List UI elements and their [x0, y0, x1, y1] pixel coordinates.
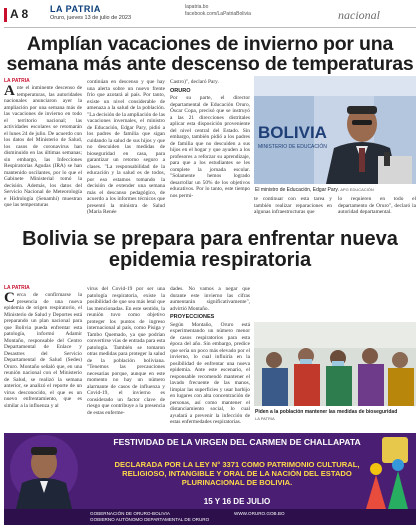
article1-col3b-text: Por su parte, el director departamental de Educación Oruro, Óscar Copa, precisó que se instruyó a las 21 direcciones distritales aplicar esta disposición proveniente del nivel central del Estado. Sin embargo, también pidió a los padres de familia que no descuiden a sus hijos en el hogar y que ayuden a los profesores a reforzar su aprendizaje, para que a los estudiantes se les complete la jornada escolar. "Solamente hemos logrado desarrollar un 50% de los objetivos educativos. Por lo tanto, este tiempo nos permi-: [170, 95, 250, 199]
ad-footer-facebook[interactable]: GOBERNACIÓN DE ORURO-BOLIVIA: [90, 511, 170, 516]
article1-headline: Amplían vacaciones de invierno por una semana más ante descenso de temperaturas: [6, 33, 414, 76]
article2-subhead: PROYECCIONES: [170, 314, 215, 320]
page-number-bar: [4, 8, 7, 22]
article1-column-2: [87, 79, 165, 225]
article1-column-5: [338, 196, 416, 225]
article2-column-2: [87, 286, 165, 428]
article1-photo-credit: APG EDUCACIÓN: [340, 187, 374, 192]
article1-photo-caption: El ministro de Educación, Edgar Pary. APG EDUCACIÓN: [255, 187, 374, 193]
social-links: [185, 4, 251, 18]
article2-dropcap: C: [4, 292, 15, 306]
article1-photo: [254, 76, 416, 184]
newspaper-logo: LA PATRIA: [50, 4, 101, 14]
issue-date: Oruro, jueves 13 de julio de 2023: [50, 15, 132, 21]
ad-dates: 15 Y 16 DE JULIO: [203, 497, 271, 506]
article1-column-1: [4, 85, 82, 225]
website-link[interactable]: lapatria.bo: [185, 4, 209, 10]
article1-col4-text: te continuar con esta tarea y también realizar reparaciones en algunas infraestructuras que: [254, 196, 332, 215]
article2-photo: [254, 322, 416, 406]
ad-footer-org: GOBIERNO AUTÓNOMO DEPARTAMENTAL DE ORURO: [90, 517, 210, 522]
section-name: nacional: [338, 8, 380, 22]
page-number: A 8: [10, 7, 29, 21]
header-divider: [4, 27, 416, 28]
article1-col2-text: continúan en descenso y que hay una alerta sobre un nuevo frente frío que azotará al país. Por tanto, existe un nivel considerable de amenaza a la salud de la población. "La decisión de la ampliación de las vacaciones invernales, el ministro de Educación, Edgar Pary, pidió a los padres de familia que sigan cuidando la salud de sus hijos y que no descuiden las medidas de bioseguridad en casa, para garantizar un retorno seguro a clases. "La responsabilidad de la educación y la salud es de todos, por eso estamos tomando la decisión de extender una semana más el descanso pedagógico, de acuerdo a los informes técnicos que presentó la ministra de Salud (María Renée: [87, 79, 165, 215]
article2-col2-text: virus del Covid-19 por ser una patología respiratoria, existe la posibilidad de que sea más letal que las mencionadas. En este sentido, la reunión tuvo como objetivo proteger los puntos de ingreso internacional al país, como Pisiga y Tambo Quemado, ya que podrían convertirse vías de entrada para esta patología. También se tomaron otras medidas para proteger la salud de la población boliviana. "Tenemos las precauciones necesarias porque, aunque en este momento no hay un número alarmante de casos de influenza y Covid-19, el invierno es considerado un factor clave de riesgo que contribuye a la presencia de estas enferme-: [87, 286, 165, 416]
ad-footer: [4, 509, 416, 525]
article2-photo-credit: LA PATRIA: [255, 416, 275, 421]
ad-body: DECLARADA POR LA LEY N° 3371 COMO PATRIMONIO CULTURAL, RELIGIOSO, INTANGIBLE Y ORAL DE LA NACIÓN DEL ESTADO PLURINACIONAL DE BOLIVIA.: [114, 460, 360, 487]
article2-byline: LA PATRIA: [4, 285, 30, 291]
article2-col3-text: dades. No vamos a negar que durante este invierno las cifras aumentarán significativamente", advirtió Montaño.: [170, 286, 250, 312]
backdrop-ministry-text: MINISTERIO DE EDUCACIÓN: [258, 144, 327, 150]
article1-col5-text: lo requieren en todo el departamento de Oruro", declaró la autoridad departamental.: [338, 196, 416, 215]
article1-column-4: [254, 196, 332, 225]
article2-column-3: [170, 286, 250, 428]
article1-byline: LA PATRIA: [4, 78, 30, 84]
article1-col1-text: nte el inminente descenso de temperaturas, las autoridades nacionales anunciaron ayer la ampliación por una semana más de las vacaciones de invierno en todo el territorio nacional; las actividades escolares se retomarán el lunes 24 de julio. De acuerdo con los datos del Ministerio de Salud, los casos de coronavirus han disminuido en las últimas semanas; sin embargo, las Infecciones Respiratorias Agudas (IRA) se han mantenido oscilantes, por lo que el Gabinete Ministerial tomó la decisión. Además, los datos del Servicio Nacional de Meteorología e Hidrología (Senamhi) muestran que las temperaturas: [4, 85, 82, 208]
backdrop-bolivia-text: BOLIVIA: [258, 123, 327, 142]
article2-photo-caption: Piden a la población mantener las medidas de bioseguridad: [255, 409, 398, 415]
article1-col3-text: Castro)", declaró Pary.: [170, 79, 219, 85]
article2-col1-text: erca de confirmarse la presencia de una nueva epidemia de origen respiratorio, el Ministerio de Salud y Deportes está preparando un plan nacional para que Bolivia pueda enfrentar esta patología, informó Adamir Montaño, responsable del Centro Departamental de Enlace y Desastres del Servicio Departamental de Salud (Sedes) Oruro. Montaño señaló que, en una reunión nacional con el Ministerio de Salud, se realizó la semana anterior, se analizó el reporte de un virus desconocido, el que es un nuevo enfrentamiento, que es similar a la influenza y al: [4, 292, 82, 409]
article2-headline: Bolivia se prepara para enfrentar nueva epidemia respiratoria: [22, 228, 398, 271]
article1-dropcap: A: [4, 85, 15, 99]
ad-footer-website[interactable]: WWW.ORURO.GOB.BO: [234, 511, 285, 516]
article2-column-1: [4, 292, 82, 428]
page-header: [0, 0, 420, 30]
facebook-link[interactable]: facebook.com/LaPatriaBolivia: [185, 11, 251, 17]
article1-subhead: ORURO: [170, 87, 191, 94]
article1-column-3: [170, 79, 250, 225]
crowd-photo-illustration: [254, 322, 416, 406]
article2-col3b-text: Según Montaño, Oruro está experimentando un número menor de casos respiratorios para esta época del año. Sin embargo, predice que sería un poco más elevado por el invierno, lo cual influiría en la posibilidad de enfrentar una nueva epidemia. Ante este escenario, el responsable recomendó mantener el lavado frecuente de las manos, limpiar las superficies y usar barbijo en lugares con alta concentración de personas, así como mantener el distanciamiento social, lo cual ayudará a prevenir la infección de estas enfermedades respiratorias.: [170, 321, 250, 425]
festival-advertisement[interactable]: [4, 433, 416, 525]
minister-photo-illustration: [254, 76, 416, 184]
ad-title: FESTIVIDAD DE LA VIRGEN DEL CARMEN DE CHALLAPATA: [113, 437, 361, 447]
